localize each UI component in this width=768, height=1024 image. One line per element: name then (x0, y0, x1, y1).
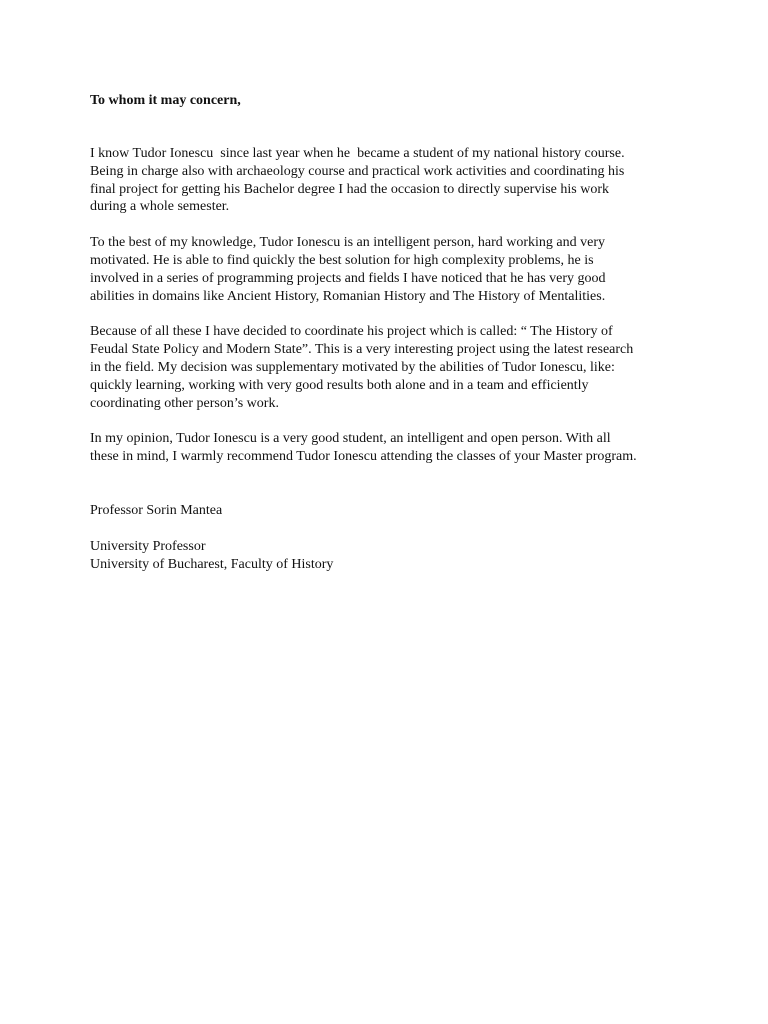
paragraph-line: To the best of my knowledge, Tudor Ionescu is an intelligent person, hard working and very (90, 235, 605, 251)
signatory-affiliation: University of Bucharest, Faculty of History (90, 557, 334, 572)
paragraph-line: coordinating other person’s work. (90, 395, 279, 411)
signature-block (90, 502, 690, 574)
paragraph-line: involved in a series of programming projects and fields I have noticed that he has very good (90, 270, 606, 286)
paragraph-line: quickly learning, working with very good results both alone and in a team and efficiently (90, 377, 589, 393)
paragraph-line: In my opinion, Tudor Ionescu is a very good student, an intelligent and open person. With all (90, 431, 611, 447)
paragraph-line: final project for getting his Bachelor degree I had the occasion to directly supervise his work (90, 181, 609, 197)
signatory-name: Professor Sorin Mantea (90, 503, 223, 518)
paragraph-line: Feudal State Policy and Modern State”. This is a very interesting project using the latest research (90, 342, 634, 358)
paragraph-line: Because of all these I have decided to coordinate his project which is called: “ The History of (90, 324, 613, 340)
paragraph-1 (90, 145, 690, 216)
paragraph-line: in the field. My decision was supplementary motivated by the abilities of Tudor Ionescu, like: (90, 359, 615, 375)
paragraph-3 (90, 323, 690, 412)
letter-body (90, 145, 690, 484)
paragraph-line: motivated. He is able to find quickly the best solution for high complexity problems, he is (90, 252, 594, 268)
paragraph-line: these in mind, I warmly recommend Tudor Ionescu attending the classes of your Master program. (90, 449, 637, 465)
signatory-title: University Professor (90, 539, 206, 554)
paragraph-4 (90, 430, 690, 466)
salutation: To whom it may concern, (90, 93, 241, 108)
paragraph-line: during a whole semester. (90, 199, 230, 215)
paragraph-line: Being in charge also with archaeology course and practical work activities and coordinating his (90, 163, 625, 179)
paragraph-line: abilities in domains like Ancient History, Romanian History and The History of Mentalities. (90, 288, 606, 304)
paragraph-line: I know Tudor Ionescu since last year when he became a student of my national history course. (90, 146, 625, 161)
paragraph-2 (90, 234, 690, 305)
